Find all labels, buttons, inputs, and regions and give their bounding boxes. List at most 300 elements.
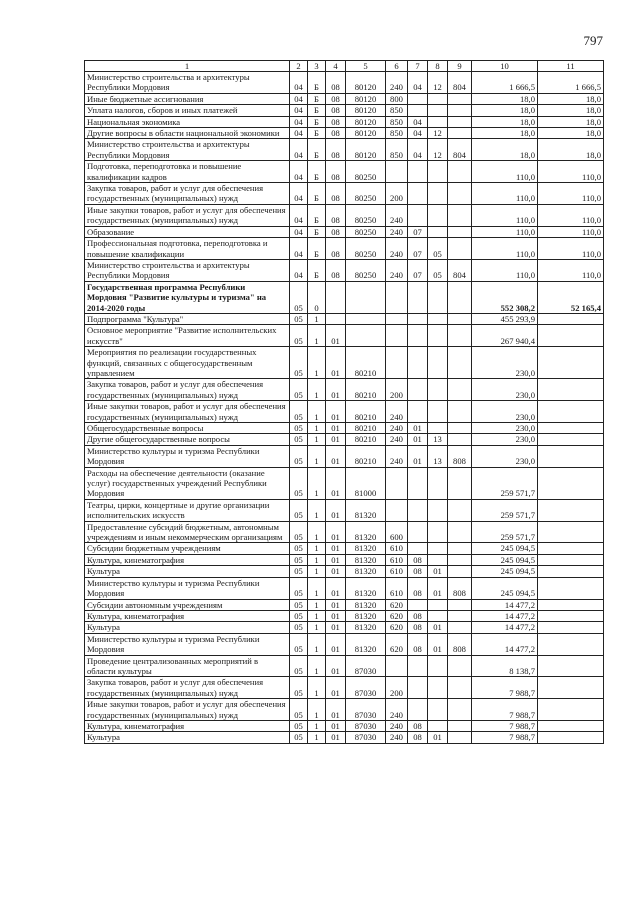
cell-col3: Б bbox=[308, 139, 326, 161]
table-row bbox=[85, 183, 604, 205]
cell-name: Культура, кинематография bbox=[85, 720, 290, 731]
table-header-row bbox=[85, 61, 604, 72]
cell-col2: 05 bbox=[290, 655, 308, 677]
cell-col9 bbox=[448, 610, 472, 621]
cell-col6: 620 bbox=[386, 610, 408, 621]
cell-col9 bbox=[448, 183, 472, 205]
cell-col4: 08 bbox=[326, 128, 346, 139]
cell-col3: 1 bbox=[308, 379, 326, 401]
cell-col7: 08 bbox=[408, 554, 428, 565]
cell-amount-2: 18,0 bbox=[538, 105, 604, 116]
table-row bbox=[85, 313, 604, 324]
cell-col8: 01 bbox=[428, 577, 448, 599]
cell-col9 bbox=[448, 566, 472, 577]
cell-col6: 200 bbox=[386, 677, 408, 699]
cell-col5: 80120 bbox=[346, 116, 386, 127]
cell-col3: 1 bbox=[308, 577, 326, 599]
cell-amount-2 bbox=[538, 633, 604, 655]
table-row bbox=[85, 226, 604, 237]
table-row bbox=[85, 655, 604, 677]
cell-col3: 1 bbox=[308, 313, 326, 324]
cell-amount-1: 245 094,5 bbox=[472, 543, 538, 554]
cell-col4: 01 bbox=[326, 325, 346, 347]
cell-col5: 87030 bbox=[346, 655, 386, 677]
cell-col4: 01 bbox=[326, 599, 346, 610]
cell-name: Основное мероприятие "Развитие исполнительских искусств" bbox=[85, 325, 290, 347]
cell-col9 bbox=[448, 499, 472, 521]
cell-col2: 05 bbox=[290, 379, 308, 401]
cell-col8: 13 bbox=[428, 445, 448, 467]
cell-col3: 1 bbox=[308, 610, 326, 621]
cell-col7 bbox=[408, 161, 428, 183]
cell-col5 bbox=[346, 281, 386, 313]
table-row bbox=[85, 238, 604, 260]
cell-col9 bbox=[448, 281, 472, 313]
table-row bbox=[85, 116, 604, 127]
cell-col6: 200 bbox=[386, 183, 408, 205]
cell-col7: 07 bbox=[408, 259, 428, 281]
cell-col9 bbox=[448, 434, 472, 445]
cell-name: Образование bbox=[85, 226, 290, 237]
cell-col3: 1 bbox=[308, 325, 326, 347]
cell-col3: 1 bbox=[308, 434, 326, 445]
cell-amount-1: 110,0 bbox=[472, 226, 538, 237]
cell-col3: Б bbox=[308, 161, 326, 183]
table-row bbox=[85, 401, 604, 423]
cell-col5: 80250 bbox=[346, 161, 386, 183]
table-row bbox=[85, 467, 604, 499]
cell-col2: 04 bbox=[290, 105, 308, 116]
cell-col4: 01 bbox=[326, 445, 346, 467]
table-row bbox=[85, 423, 604, 434]
cell-col5: 81320 bbox=[346, 499, 386, 521]
cell-col2: 04 bbox=[290, 161, 308, 183]
cell-col4: 08 bbox=[326, 105, 346, 116]
cell-col6: 850 bbox=[386, 105, 408, 116]
table-row bbox=[85, 633, 604, 655]
cell-col6: 240 bbox=[386, 699, 408, 721]
cell-amount-2 bbox=[538, 599, 604, 610]
cell-col3: 1 bbox=[308, 655, 326, 677]
cell-amount-2 bbox=[538, 655, 604, 677]
cell-amount-2 bbox=[538, 467, 604, 499]
cell-col6: 240 bbox=[386, 72, 408, 94]
cell-amount-1: 14 477,2 bbox=[472, 599, 538, 610]
cell-col5: 80120 bbox=[346, 139, 386, 161]
cell-col2: 05 bbox=[290, 610, 308, 621]
cell-name: Иные закупки товаров, работ и услуг для обеспечения государственных (муниципальных) нужд bbox=[85, 401, 290, 423]
cell-col9 bbox=[448, 379, 472, 401]
cell-amount-2 bbox=[538, 622, 604, 633]
cell-col7 bbox=[408, 699, 428, 721]
cell-name: Культура bbox=[85, 732, 290, 743]
cell-col9 bbox=[448, 105, 472, 116]
cell-col8: 12 bbox=[428, 139, 448, 161]
cell-col8 bbox=[428, 183, 448, 205]
cell-col2: 05 bbox=[290, 313, 308, 324]
cell-col5: 80120 bbox=[346, 72, 386, 94]
cell-col6: 240 bbox=[386, 732, 408, 743]
cell-col3: Б bbox=[308, 105, 326, 116]
cell-col3: Б bbox=[308, 72, 326, 94]
cell-name: Проведение централизованных мероприятий в области культуры bbox=[85, 655, 290, 677]
cell-col5: 80210 bbox=[346, 423, 386, 434]
cell-col8: 01 bbox=[428, 566, 448, 577]
cell-col5: 80250 bbox=[346, 204, 386, 226]
cell-col4: 01 bbox=[326, 467, 346, 499]
cell-amount-2 bbox=[538, 521, 604, 543]
cell-col6: 850 bbox=[386, 116, 408, 127]
cell-col4: 08 bbox=[326, 226, 346, 237]
cell-col8 bbox=[428, 325, 448, 347]
cell-col7: 01 bbox=[408, 434, 428, 445]
cell-col8 bbox=[428, 379, 448, 401]
table-row bbox=[85, 622, 604, 633]
cell-col6: 240 bbox=[386, 720, 408, 731]
cell-col3: Б bbox=[308, 259, 326, 281]
table-row bbox=[85, 599, 604, 610]
cell-col9 bbox=[448, 699, 472, 721]
cell-amount-1: 8 138,7 bbox=[472, 655, 538, 677]
cell-col4: 01 bbox=[326, 566, 346, 577]
cell-col4: 08 bbox=[326, 139, 346, 161]
cell-col2: 05 bbox=[290, 566, 308, 577]
header-cell: 7 bbox=[408, 61, 428, 72]
cell-name: Подготовка, переподготовка и повышение квалификации кадров bbox=[85, 161, 290, 183]
cell-col4: 08 bbox=[326, 259, 346, 281]
cell-name: Субсидии автономным учреждениям bbox=[85, 599, 290, 610]
cell-col6 bbox=[386, 655, 408, 677]
cell-col5: 81320 bbox=[346, 633, 386, 655]
cell-name: Уплата налогов, сборов и иных платежей bbox=[85, 105, 290, 116]
cell-amount-1: 259 571,7 bbox=[472, 467, 538, 499]
cell-col9 bbox=[448, 116, 472, 127]
cell-col6 bbox=[386, 313, 408, 324]
cell-amount-1: 230,0 bbox=[472, 347, 538, 379]
cell-col8: 05 bbox=[428, 259, 448, 281]
cell-col4: 01 bbox=[326, 633, 346, 655]
cell-col8 bbox=[428, 313, 448, 324]
cell-col5: 80210 bbox=[346, 401, 386, 423]
cell-col3: Б bbox=[308, 93, 326, 104]
cell-col3: Б bbox=[308, 116, 326, 127]
cell-amount-1: 1 666,5 bbox=[472, 72, 538, 94]
cell-col3: 1 bbox=[308, 732, 326, 743]
cell-amount-1: 14 477,2 bbox=[472, 633, 538, 655]
cell-col5: 81320 bbox=[346, 566, 386, 577]
cell-name: Иные закупки товаров, работ и услуг для обеспечения государственных (муниципальных) нужд bbox=[85, 699, 290, 721]
table-row bbox=[85, 128, 604, 139]
cell-col5: 87030 bbox=[346, 732, 386, 743]
cell-col3: 1 bbox=[308, 445, 326, 467]
cell-col6: 240 bbox=[386, 226, 408, 237]
cell-col8 bbox=[428, 699, 448, 721]
cell-col2: 04 bbox=[290, 128, 308, 139]
cell-col6: 610 bbox=[386, 554, 408, 565]
cell-amount-2: 110,0 bbox=[538, 183, 604, 205]
cell-name: Министерство строительства и архитектуры Республики Мордовия bbox=[85, 72, 290, 94]
cell-amount-1: 7 988,7 bbox=[472, 677, 538, 699]
cell-col4: 01 bbox=[326, 499, 346, 521]
cell-col9 bbox=[448, 401, 472, 423]
cell-name: Расходы на обеспечение деятельности (оказание услуг) государственных учреждений Республики Мордовия bbox=[85, 467, 290, 499]
cell-col6: 200 bbox=[386, 379, 408, 401]
cell-amount-1: 7 988,7 bbox=[472, 732, 538, 743]
cell-col2: 05 bbox=[290, 622, 308, 633]
cell-col8 bbox=[428, 226, 448, 237]
cell-amount-2: 52 165,4 bbox=[538, 281, 604, 313]
cell-col5: 81320 bbox=[346, 543, 386, 554]
cell-col9: 808 bbox=[448, 577, 472, 599]
cell-col4: 01 bbox=[326, 655, 346, 677]
cell-col9 bbox=[448, 677, 472, 699]
cell-name: Культура, кинематография bbox=[85, 610, 290, 621]
table-body bbox=[85, 72, 604, 744]
cell-col2: 05 bbox=[290, 401, 308, 423]
cell-col5: 81320 bbox=[346, 554, 386, 565]
cell-col4: 01 bbox=[326, 699, 346, 721]
cell-col8 bbox=[428, 161, 448, 183]
table-row bbox=[85, 259, 604, 281]
cell-col5: 80210 bbox=[346, 445, 386, 467]
cell-col2: 05 bbox=[290, 467, 308, 499]
cell-col5: 81320 bbox=[346, 610, 386, 621]
table-row bbox=[85, 543, 604, 554]
table-row bbox=[85, 93, 604, 104]
cell-col4: 01 bbox=[326, 521, 346, 543]
table-row bbox=[85, 677, 604, 699]
cell-name: Закупка товаров, работ и услуг для обеспечения государственных (муниципальных) нужд bbox=[85, 379, 290, 401]
cell-col7: 08 bbox=[408, 720, 428, 731]
cell-col6: 620 bbox=[386, 599, 408, 610]
cell-amount-1: 245 094,5 bbox=[472, 566, 538, 577]
cell-name: Другие общегосударственные вопросы bbox=[85, 434, 290, 445]
cell-col3: 1 bbox=[308, 622, 326, 633]
cell-col8: 13 bbox=[428, 434, 448, 445]
cell-col5: 80120 bbox=[346, 93, 386, 104]
cell-amount-2: 18,0 bbox=[538, 93, 604, 104]
cell-col3: 1 bbox=[308, 499, 326, 521]
cell-col9: 808 bbox=[448, 633, 472, 655]
cell-col6: 240 bbox=[386, 423, 408, 434]
cell-col9 bbox=[448, 732, 472, 743]
cell-col5: 81320 bbox=[346, 577, 386, 599]
cell-col2: 05 bbox=[290, 325, 308, 347]
cell-col4: 01 bbox=[326, 423, 346, 434]
cell-col7 bbox=[408, 93, 428, 104]
cell-amount-2 bbox=[538, 566, 604, 577]
cell-name: Министерство строительства и архитектуры Республики Мордовия bbox=[85, 259, 290, 281]
cell-amount-1: 230,0 bbox=[472, 379, 538, 401]
cell-col5: 80250 bbox=[346, 183, 386, 205]
cell-col9: 804 bbox=[448, 139, 472, 161]
cell-name: Предоставление субсидий бюджетным, автономным учреждениям и иным некоммерческим организациям bbox=[85, 521, 290, 543]
cell-col8: 12 bbox=[428, 128, 448, 139]
cell-col7: 08 bbox=[408, 732, 428, 743]
cell-col6 bbox=[386, 467, 408, 499]
cell-col5: 80120 bbox=[346, 128, 386, 139]
header-cell: 6 bbox=[386, 61, 408, 72]
cell-name: Министерство культуры и туризма Республики Мордовия bbox=[85, 577, 290, 599]
cell-col6: 600 bbox=[386, 521, 408, 543]
cell-col3: 1 bbox=[308, 633, 326, 655]
cell-col2: 05 bbox=[290, 499, 308, 521]
cell-col7 bbox=[408, 347, 428, 379]
cell-col5 bbox=[346, 313, 386, 324]
table-row bbox=[85, 720, 604, 731]
cell-col8 bbox=[428, 655, 448, 677]
cell-col6: 620 bbox=[386, 622, 408, 633]
cell-col8 bbox=[428, 116, 448, 127]
cell-amount-1: 18,0 bbox=[472, 93, 538, 104]
cell-col7 bbox=[408, 599, 428, 610]
cell-amount-2 bbox=[538, 379, 604, 401]
cell-amount-1: 110,0 bbox=[472, 183, 538, 205]
cell-col3: 1 bbox=[308, 347, 326, 379]
cell-col8 bbox=[428, 599, 448, 610]
cell-col4: 08 bbox=[326, 183, 346, 205]
cell-col2: 04 bbox=[290, 72, 308, 94]
cell-amount-2 bbox=[538, 554, 604, 565]
cell-col8 bbox=[428, 467, 448, 499]
cell-col8 bbox=[428, 499, 448, 521]
table-row bbox=[85, 379, 604, 401]
cell-col2: 04 bbox=[290, 259, 308, 281]
cell-amount-1: 110,0 bbox=[472, 238, 538, 260]
table-row bbox=[85, 577, 604, 599]
cell-col7 bbox=[408, 183, 428, 205]
cell-col6 bbox=[386, 347, 408, 379]
cell-col7 bbox=[408, 401, 428, 423]
cell-amount-1: 455 293,9 bbox=[472, 313, 538, 324]
header-cell: 11 bbox=[538, 61, 604, 72]
cell-col8 bbox=[428, 423, 448, 434]
cell-col3: 1 bbox=[308, 423, 326, 434]
cell-col2: 04 bbox=[290, 204, 308, 226]
header-cell: 1 bbox=[85, 61, 290, 72]
cell-name: Закупка товаров, работ и услуг для обеспечения государственных (муниципальных) нужд bbox=[85, 183, 290, 205]
cell-col6: 240 bbox=[386, 401, 408, 423]
cell-col3: Б bbox=[308, 204, 326, 226]
cell-col8 bbox=[428, 521, 448, 543]
cell-col6: 240 bbox=[386, 204, 408, 226]
cell-col6: 620 bbox=[386, 633, 408, 655]
cell-col9 bbox=[448, 128, 472, 139]
page-number: 797 bbox=[583, 33, 603, 48]
cell-col2: 04 bbox=[290, 183, 308, 205]
cell-amount-1: 18,0 bbox=[472, 105, 538, 116]
cell-amount-2 bbox=[538, 720, 604, 731]
cell-name: Другие вопросы в области национальной экономики bbox=[85, 128, 290, 139]
cell-name: Подпрограмма "Культура" bbox=[85, 313, 290, 324]
cell-col8 bbox=[428, 204, 448, 226]
cell-col5: 81000 bbox=[346, 467, 386, 499]
cell-amount-2 bbox=[538, 347, 604, 379]
cell-col4: 08 bbox=[326, 204, 346, 226]
header-cell: 3 bbox=[308, 61, 326, 72]
table-row bbox=[85, 554, 604, 565]
table-row bbox=[85, 566, 604, 577]
cell-col7 bbox=[408, 655, 428, 677]
table-row bbox=[85, 105, 604, 116]
cell-col4: 01 bbox=[326, 677, 346, 699]
cell-col3: Б bbox=[308, 183, 326, 205]
table-row bbox=[85, 139, 604, 161]
cell-col4: 08 bbox=[326, 72, 346, 94]
cell-col6: 610 bbox=[386, 566, 408, 577]
cell-col9 bbox=[448, 347, 472, 379]
table-row bbox=[85, 499, 604, 521]
cell-name: Культура bbox=[85, 622, 290, 633]
cell-amount-1: 230,0 bbox=[472, 434, 538, 445]
cell-col6: 850 bbox=[386, 128, 408, 139]
cell-col6: 240 bbox=[386, 434, 408, 445]
cell-col6 bbox=[386, 499, 408, 521]
cell-amount-1: 110,0 bbox=[472, 204, 538, 226]
cell-col8 bbox=[428, 610, 448, 621]
table-row bbox=[85, 445, 604, 467]
table-row bbox=[85, 732, 604, 743]
cell-col7 bbox=[408, 313, 428, 324]
cell-col7: 01 bbox=[408, 445, 428, 467]
cell-col4: 08 bbox=[326, 93, 346, 104]
table-row bbox=[85, 521, 604, 543]
cell-name: Профессиональная подготовка, переподготовка и повышение квалификации bbox=[85, 238, 290, 260]
cell-amount-1: 230,0 bbox=[472, 423, 538, 434]
cell-col9 bbox=[448, 467, 472, 499]
cell-amount-2 bbox=[538, 499, 604, 521]
cell-amount-1: 18,0 bbox=[472, 116, 538, 127]
cell-col3: Б bbox=[308, 226, 326, 237]
cell-amount-1: 110,0 bbox=[472, 161, 538, 183]
cell-col4: 08 bbox=[326, 161, 346, 183]
cell-amount-1: 552 308,2 bbox=[472, 281, 538, 313]
cell-col2: 05 bbox=[290, 434, 308, 445]
cell-col6: 240 bbox=[386, 238, 408, 260]
cell-col2: 04 bbox=[290, 226, 308, 237]
cell-amount-1: 230,0 bbox=[472, 445, 538, 467]
cell-col3: 1 bbox=[308, 699, 326, 721]
cell-amount-2 bbox=[538, 445, 604, 467]
cell-col6: 240 bbox=[386, 259, 408, 281]
table-row bbox=[85, 347, 604, 379]
cell-col5: 80250 bbox=[346, 226, 386, 237]
cell-amount-2: 18,0 bbox=[538, 116, 604, 127]
cell-col9: 804 bbox=[448, 72, 472, 94]
cell-amount-2 bbox=[538, 677, 604, 699]
cell-col7: 04 bbox=[408, 139, 428, 161]
cell-col4: 08 bbox=[326, 238, 346, 260]
table-row bbox=[85, 161, 604, 183]
cell-col7 bbox=[408, 379, 428, 401]
cell-col3: 1 bbox=[308, 467, 326, 499]
cell-col9 bbox=[448, 543, 472, 554]
cell-col2: 04 bbox=[290, 238, 308, 260]
cell-col4: 01 bbox=[326, 732, 346, 743]
cell-amount-1: 7 988,7 bbox=[472, 699, 538, 721]
cell-amount-1: 18,0 bbox=[472, 139, 538, 161]
cell-col9 bbox=[448, 313, 472, 324]
cell-name: Культура, кинематография bbox=[85, 554, 290, 565]
cell-col2: 05 bbox=[290, 423, 308, 434]
cell-col9 bbox=[448, 554, 472, 565]
cell-col8 bbox=[428, 401, 448, 423]
cell-col4: 01 bbox=[326, 379, 346, 401]
header-cell: 2 bbox=[290, 61, 308, 72]
cell-amount-1: 245 094,5 bbox=[472, 577, 538, 599]
cell-col6: 610 bbox=[386, 577, 408, 599]
cell-col8 bbox=[428, 720, 448, 731]
